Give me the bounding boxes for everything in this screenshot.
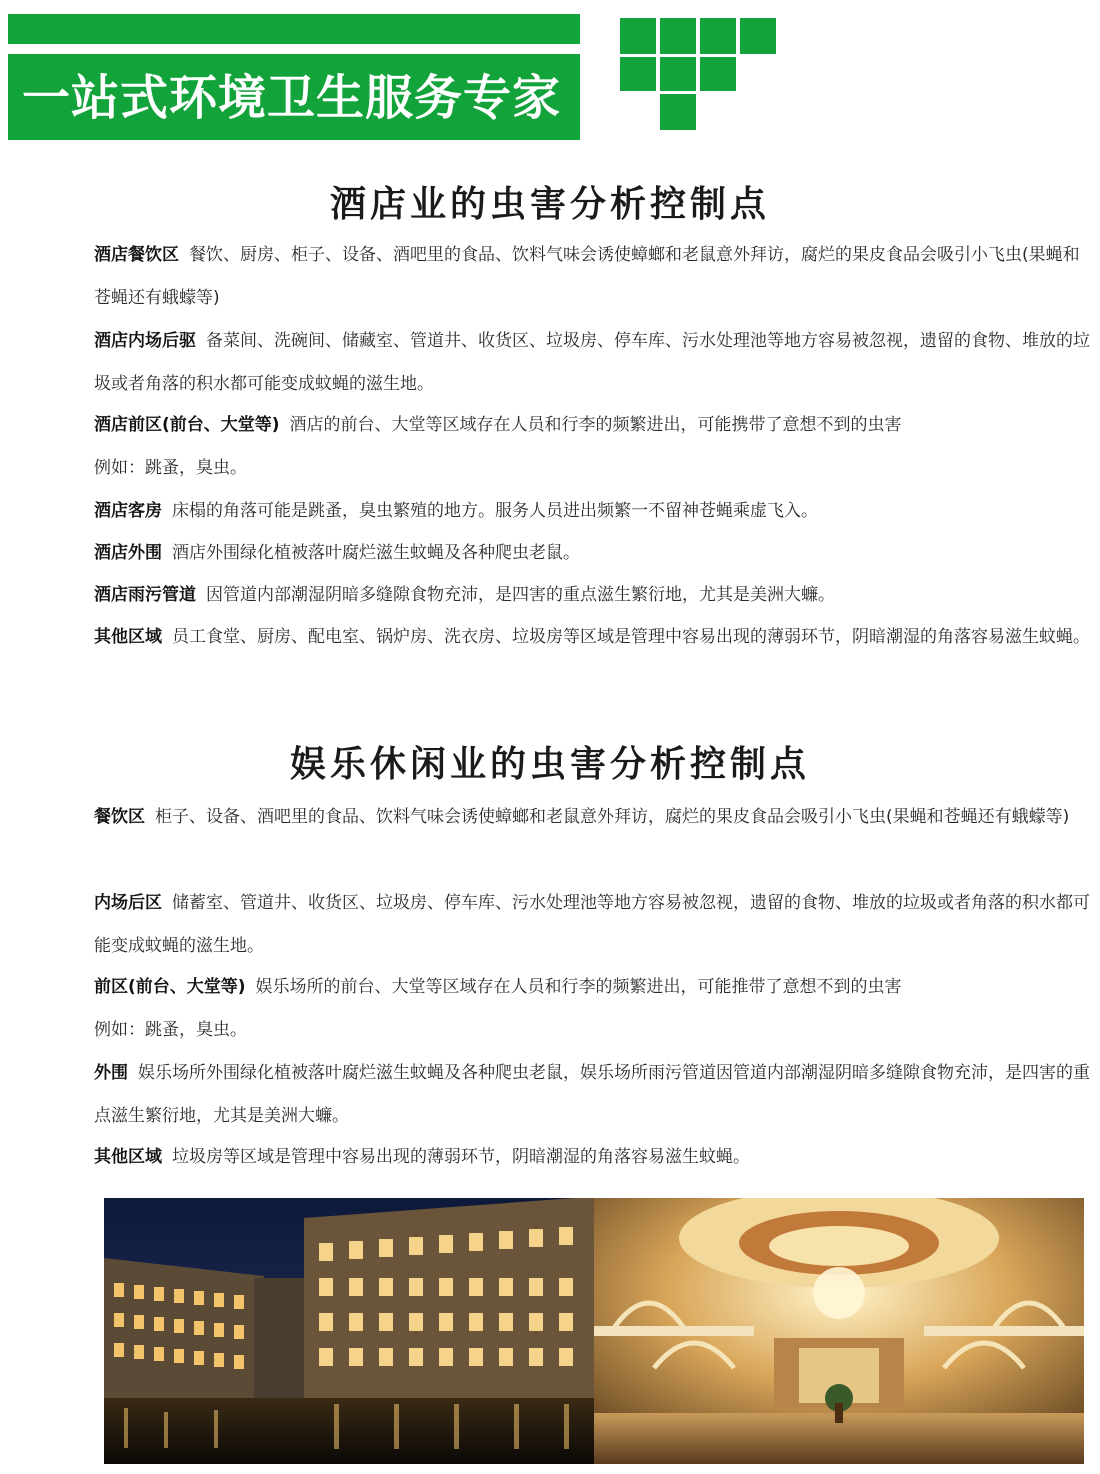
paragraph-label: 外围 (94, 1063, 128, 1083)
paragraph-ent-perimeter (94, 1052, 1090, 1137)
paragraph-example: 例如：跳蚤，臭虫。 (94, 457, 247, 478)
paragraph-text: 娱乐场所外围绿化植被落叶腐烂滋生蚊蝇及各种爬虫老鼠，娱乐场所雨污管道因管道内部潮湿阴暗多缝隙食物充沛，是四害的重点滋生繁衍地，尤其是美洲大蠊。 (94, 1063, 1090, 1126)
paragraph-example: 例如：跳蚤，臭虫。 (94, 1019, 247, 1040)
paragraph-hotel-front (94, 404, 1090, 489)
logo-square (660, 57, 696, 91)
paragraph-label: 前区(前台、大堂等) (94, 977, 246, 997)
section-title-entertainment: 娱乐休闲业的虫害分析控制点 (289, 744, 810, 785)
paragraph-hotel-rooms (94, 490, 1090, 533)
paragraph-label: 酒店餐饮区 (94, 245, 179, 265)
paragraph-label: 餐饮区 (94, 807, 145, 827)
banner-top-stripe (8, 14, 580, 44)
paragraph-label: 酒店客房 (94, 501, 162, 521)
paragraph-hotel-other (94, 616, 1090, 659)
paragraph-text: 备菜间、洗碗间、储藏室、管道井、收货区、垃圾房、停车库、污水处理池等地方容易被忽视，遗留的食物、堆放的垃圾或者角落的积水都可能变成蚊蝇的滋生地。 (94, 331, 1090, 394)
paragraph-label: 酒店雨污管道 (94, 585, 196, 605)
hotel-exterior-photo (104, 1198, 594, 1464)
paragraph-label: 其他区域 (94, 1147, 162, 1167)
logo-square (620, 57, 656, 91)
paragraph-label: 内场后区 (94, 893, 162, 913)
paragraph-text: 储蓄室、管道井、收货区、垃圾房、停车库、污水处理池等地方容易被忽视，遗留的食物、堆放的垃圾或者角落的积水都可能变成蚊蝇的滋生地。 (94, 893, 1090, 956)
paragraph-text: 因管道内部潮湿阴暗多缝隙食物充沛，是四害的重点滋生繁衍地，尤其是美洲大蠊。 (206, 585, 835, 605)
logo-square (700, 18, 736, 54)
paragraph-ent-backarea (94, 882, 1090, 967)
paragraph-hotel-perimeter (94, 532, 1090, 575)
logo-square (740, 18, 776, 54)
paragraph-label: 酒店外围 (94, 543, 162, 563)
logo-square (620, 18, 656, 54)
paragraph-text: 餐饮、厨房、柜子、设备、酒吧里的食品、饮料气味会诱使蟑螂和老鼠意外拜访，腐烂的果皮食品会吸引小飞虫(果蝇和苍蝇还有蛾蠓等) (94, 245, 1080, 308)
section-title-hotel: 酒店业的虫害分析控制点 (329, 184, 770, 225)
paragraph-hotel-drainage (94, 574, 1090, 617)
logo-square (660, 94, 696, 130)
paragraph-text: 酒店的前台、大堂等区域存在人员和行李的频繁进出，可能携带了意想不到的虫害 (289, 415, 902, 435)
paragraph-ent-front (94, 966, 1090, 1051)
logo-square (660, 18, 696, 54)
paragraph-text: 员工食堂、厨房、配电室、锅炉房、洗衣房、垃圾房等区域是管理中容易出现的薄弱环节，阴暗潮湿的角落容易滋生蚊蝇。 (172, 627, 1090, 647)
paragraph-label: 酒店前区(前台、大堂等) (94, 415, 280, 435)
paragraph-hotel-dining (94, 234, 1090, 319)
paragraph-ent-dining (94, 796, 1090, 839)
paragraph-ent-other (94, 1136, 1090, 1179)
paragraph-text: 娱乐场所的前台、大堂等区域存在人员和行李的频繁进出，可能推带了意想不到的虫害 (255, 977, 902, 997)
paragraph-text: 床榻的角落可能是跳蚤，臭虫繁殖的地方。服务人员进出频繁一不留神苍蝇乘虚飞入。 (172, 501, 818, 521)
banner-title: 一站式环境卫生服务专家 (22, 70, 562, 126)
paragraph-text: 柜子、设备、酒吧里的食品、饮料气味会诱使蟑螂和老鼠意外拜访，腐烂的果皮食品会吸引小飞虫(果蝇和苍蝇还有蛾蠓等) (155, 807, 1070, 827)
paragraph-text: 酒店外围绿化植被落叶腐烂滋生蚊蝇及各种爬虫老鼠。 (172, 543, 580, 563)
hotel-lobby-photo (594, 1198, 1084, 1464)
logo-square (700, 57, 736, 91)
paragraph-text: 垃圾房等区域是管理中容易出现的薄弱环节，阴暗潮湿的角落容易滋生蚊蝇。 (172, 1147, 750, 1167)
paragraph-hotel-backarea (94, 320, 1090, 405)
paragraph-label: 其他区域 (94, 627, 162, 647)
paragraph-label: 酒店内场后驱 (94, 331, 196, 351)
